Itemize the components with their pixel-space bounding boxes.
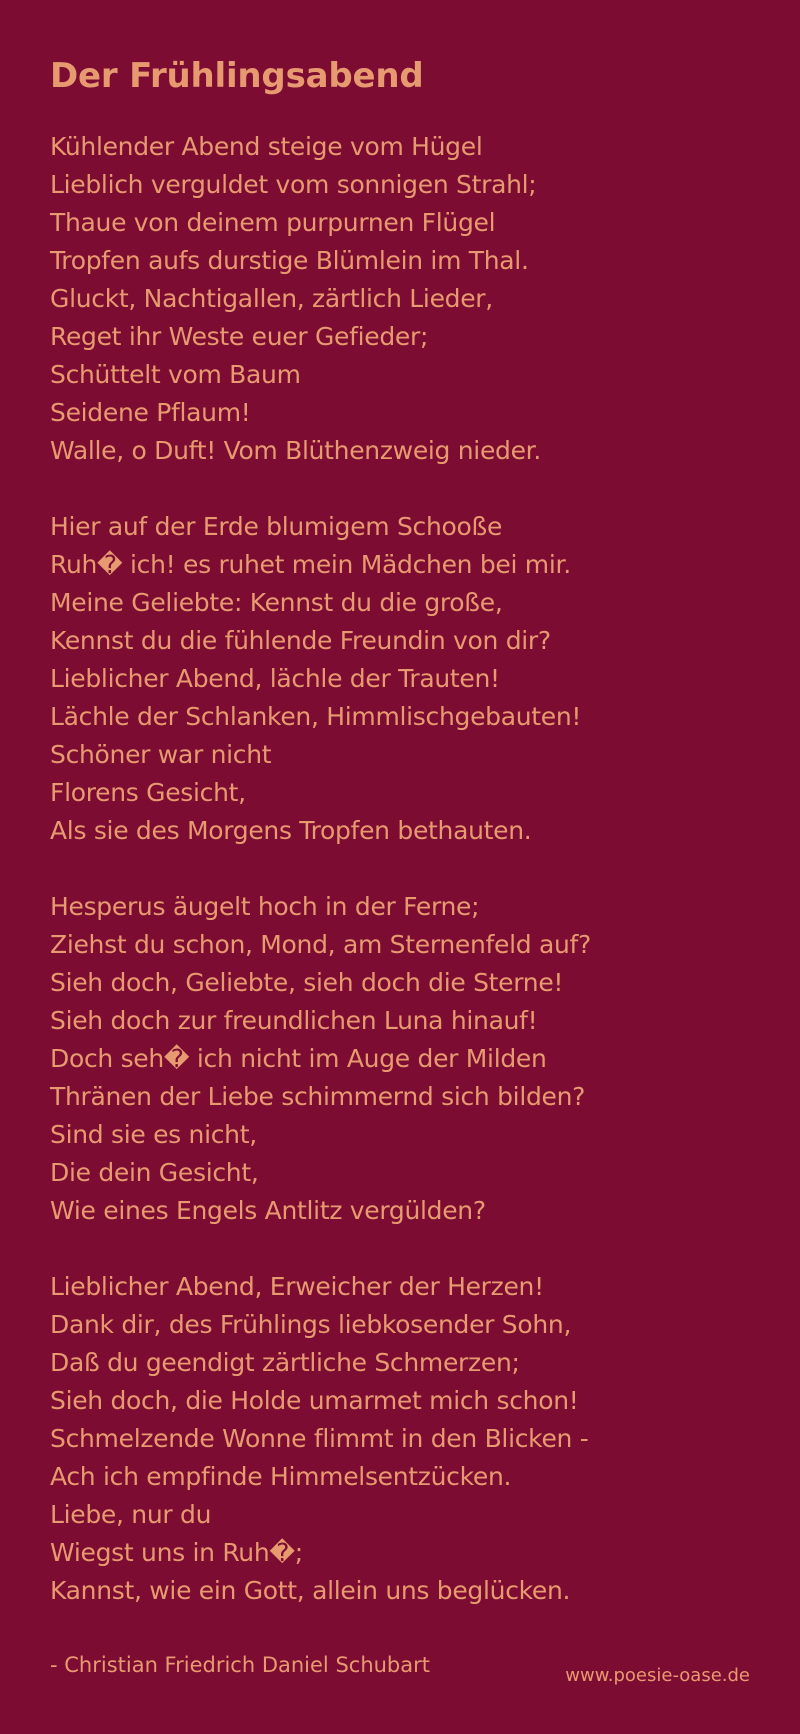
poem-line: Kannst, wie ein Gott, allein uns beglücken. <box>50 1576 571 1605</box>
poem-line: Schmelzende Wonne flimmt in den Blicken - <box>50 1424 589 1453</box>
poem-line: Tropfen aufs durstige Blümlein im Thal. <box>50 246 529 275</box>
poem-line: Thränen der Liebe schimmernd sich bilden? <box>50 1082 586 1111</box>
poem-line: Lieblicher Abend, lächle der Trauten! <box>50 664 500 693</box>
poem-line: Kennst du die fühlende Freundin von dir? <box>50 626 551 655</box>
poem-line: Lieblich verguldet vom sonnigen Strahl; <box>50 170 537 199</box>
poem-title: Der Frühlingsabend <box>50 56 424 96</box>
poem-line: Reget ihr Weste euer Gefieder; <box>50 322 429 351</box>
poem-line: Florens Gesicht, <box>50 778 246 807</box>
poem-line: Schöner war nicht <box>50 740 272 769</box>
poem-line: Die dein Gesicht, <box>50 1158 259 1187</box>
poem-line: Sind sie es nicht, <box>50 1120 257 1149</box>
poem-line: Gluckt, Nachtigallen, zärtlich Lieder, <box>50 284 493 313</box>
poem-line: Kühlender Abend steige vom Hügel <box>50 132 483 161</box>
poem-line: Ruh� ich! es ruhet mein Mädchen bei mir. <box>50 550 571 579</box>
poem-line: Lieblicher Abend, Erweicher der Herzen! <box>50 1272 544 1301</box>
poem-line: Wiegst uns in Ruh�; <box>50 1538 303 1567</box>
poem-line: Seidene Pflaum! <box>50 398 251 427</box>
poem-author: - Christian Friedrich Daniel Schubart <box>50 1653 430 1677</box>
poem-line: Schüttelt vom Baum <box>50 360 301 389</box>
poem-line: Wie eines Engels Antlitz vergülden? <box>50 1196 486 1225</box>
poem-line: Sieh doch, die Holde umarmet mich schon! <box>50 1386 579 1415</box>
poem-line: Lächle der Schlanken, Himmlischgebauten! <box>50 702 582 731</box>
poem-line: Ach ich empfinde Himmelsentzücken. <box>50 1462 512 1491</box>
website-watermark: www.poesie-oase.de <box>565 1665 750 1686</box>
poem-line: Daß du geendigt zärtliche Schmerzen; <box>50 1348 520 1377</box>
stanza-2 <box>50 508 770 850</box>
poem-line: Meine Geliebte: Kennst du die große, <box>50 588 503 617</box>
poem-line: Dank dir, des Frühlings liebkosender Sohn, <box>50 1310 572 1339</box>
poem-container <box>50 52 770 1682</box>
poem-line: Walle, o Duft! Vom Blüthenzweig nieder. <box>50 436 542 465</box>
stanza-1 <box>50 128 770 470</box>
poem-line: Doch seh� ich nicht im Auge der Milden <box>50 1044 547 1073</box>
stanza-4 <box>50 1268 770 1610</box>
poem-line: Sieh doch, Geliebte, sieh doch die Sterne! <box>50 968 564 997</box>
poem-line: Sieh doch zur freundlichen Luna hinauf! <box>50 1006 538 1035</box>
poem-line: Ziehst du schon, Mond, am Sternenfeld auf? <box>50 930 592 959</box>
poem-line: Als sie des Morgens Tropfen bethauten. <box>50 816 532 845</box>
poem-line: Liebe, nur du <box>50 1500 212 1529</box>
poem-line: Hesperus äugelt hoch in der Ferne; <box>50 892 480 921</box>
stanza-3 <box>50 888 770 1230</box>
poem-line: Thaue von deinem purpurnen Flügel <box>50 208 496 237</box>
poem-line: Hier auf der Erde blumigem Schooße <box>50 512 503 541</box>
